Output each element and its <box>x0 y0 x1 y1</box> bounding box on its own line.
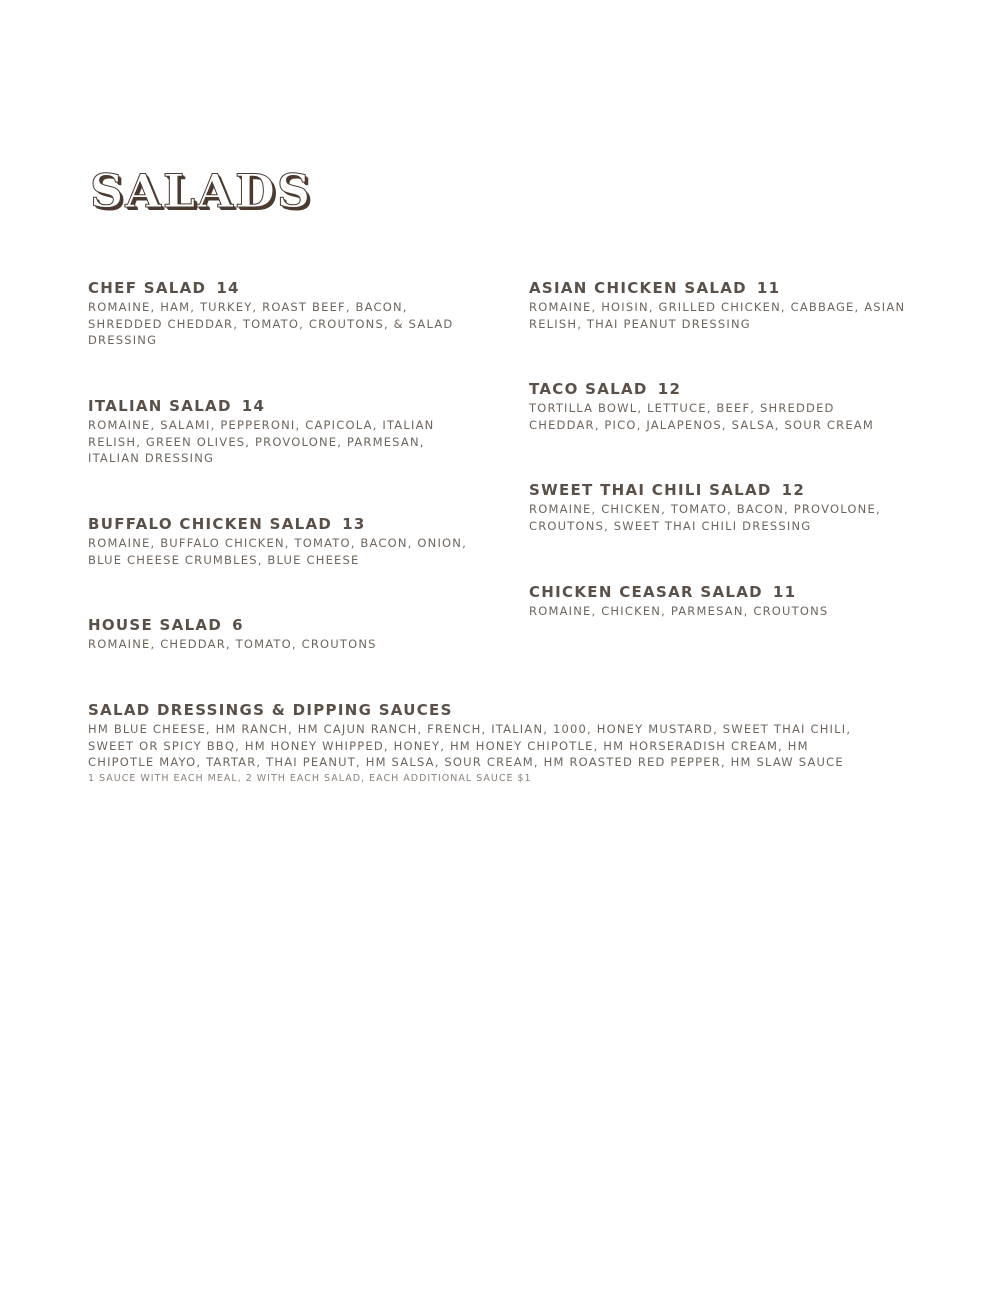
item-title: ITALIAN SALAD <box>88 397 232 415</box>
item-description: ROMAINE, CHICKEN, TOMATO, BACON, PROVOLONE, CROUTONS, SWEET THAI CHILI DRESSING <box>529 502 881 533</box>
item-price: 6 <box>232 616 244 634</box>
item-name <box>529 380 909 399</box>
item-description: ROMAINE, HOISIN, GRILLED CHICKEN, CABBAGE, ASIAN RELISH, THAI PEANUT DRESSING <box>529 300 906 331</box>
menu-item-house-salad <box>88 616 468 653</box>
item-name <box>529 279 909 298</box>
item-title: CHEF SALAD <box>88 279 207 297</box>
item-description: ROMAINE, CHICKEN, PARMESAN, CROUTONS <box>529 604 829 618</box>
item-name <box>529 583 909 602</box>
item-price: 13 <box>342 515 366 533</box>
menu-item-chicken-ceasar-salad <box>529 583 909 620</box>
item-description: ROMAINE, SALAMI, PEPPERONI, CAPICOLA, ITALIAN RELISH, GREEN OLIVES, PROVOLONE, PARMESAN, ITALIAN DRESSING <box>88 418 435 465</box>
item-price: 12 <box>657 380 682 398</box>
item-price: 14 <box>216 279 240 297</box>
item-description: ROMAINE, BUFFALO CHICKEN, TOMATO, BACON, ONION, BLUE CHEESE CRUMBLES, BLUE CHEESE <box>88 536 467 567</box>
item-title: SWEET THAI CHILI SALAD <box>529 481 772 499</box>
page-title: SALADS <box>90 164 313 218</box>
item-title: ASIAN CHICKEN SALAD <box>529 279 747 297</box>
sauces-note: 1 SAUCE WITH EACH MEAL, 2 WITH EACH SALAD, EACH ADDITIONAL SAUCE $1 <box>88 772 532 784</box>
item-description: ROMAINE, CHEDDAR, TOMATO, CROUTONS <box>88 637 377 651</box>
item-name <box>88 279 468 298</box>
item-price: 11 <box>756 279 781 297</box>
item-name <box>88 616 468 635</box>
item-title: TACO SALAD <box>529 380 648 398</box>
item-price: 12 <box>781 481 806 499</box>
item-price: 11 <box>772 583 797 601</box>
item-description: ROMAINE, HAM, TURKEY, ROAST BEEF, BACON, SHREDDED CHEDDAR, TOMATO, CROUTONS, & SALAD DRESSING <box>88 300 454 347</box>
item-description: TORTILLA BOWL, LETTUCE, BEEF, SHREDDED CHEDDAR, PICO, JALAPENOS, SALSA, SOUR CREAM <box>529 401 874 432</box>
menu-item-chef-salad <box>88 279 468 349</box>
menu-item-taco-salad <box>529 380 909 433</box>
menu-item-italian-salad <box>88 397 468 467</box>
item-name <box>88 397 468 416</box>
menu-item-buffalo-chicken-salad <box>88 515 468 568</box>
item-price: 14 <box>241 397 266 415</box>
sauces-section <box>88 701 888 786</box>
item-name <box>529 481 909 500</box>
menu-item-sweet-thai-chili-salad <box>529 481 909 534</box>
sauces-heading: SALAD DRESSINGS & DIPPING SAUCES <box>88 701 453 719</box>
sauces-list: HM BLUE CHEESE, HM RANCH, HM CAJUN RANCH, FRENCH, ITALIAN, 1000, HONEY MUSTARD, SWEET THAI CHILI, SWEET OR SPICY BBQ, HM HONEY WHIPPED, HONEY, HM HONEY CHIPOTLE, HM HORSERADISH CREAM, HM CHIPOTLE MAYO, TARTAR, THAI PEANUT, HM SALSA, SOUR CREAM, HM ROASTED RED PEPPER, HM SLAW SAUCE <box>88 722 852 769</box>
item-title: BUFFALO CHICKEN SALAD <box>88 515 333 533</box>
item-title: CHICKEN CEASAR SALAD <box>529 583 763 601</box>
item-title: HOUSE SALAD <box>88 616 223 634</box>
menu-item-asian-chicken-salad <box>529 279 909 332</box>
item-name <box>88 515 468 534</box>
